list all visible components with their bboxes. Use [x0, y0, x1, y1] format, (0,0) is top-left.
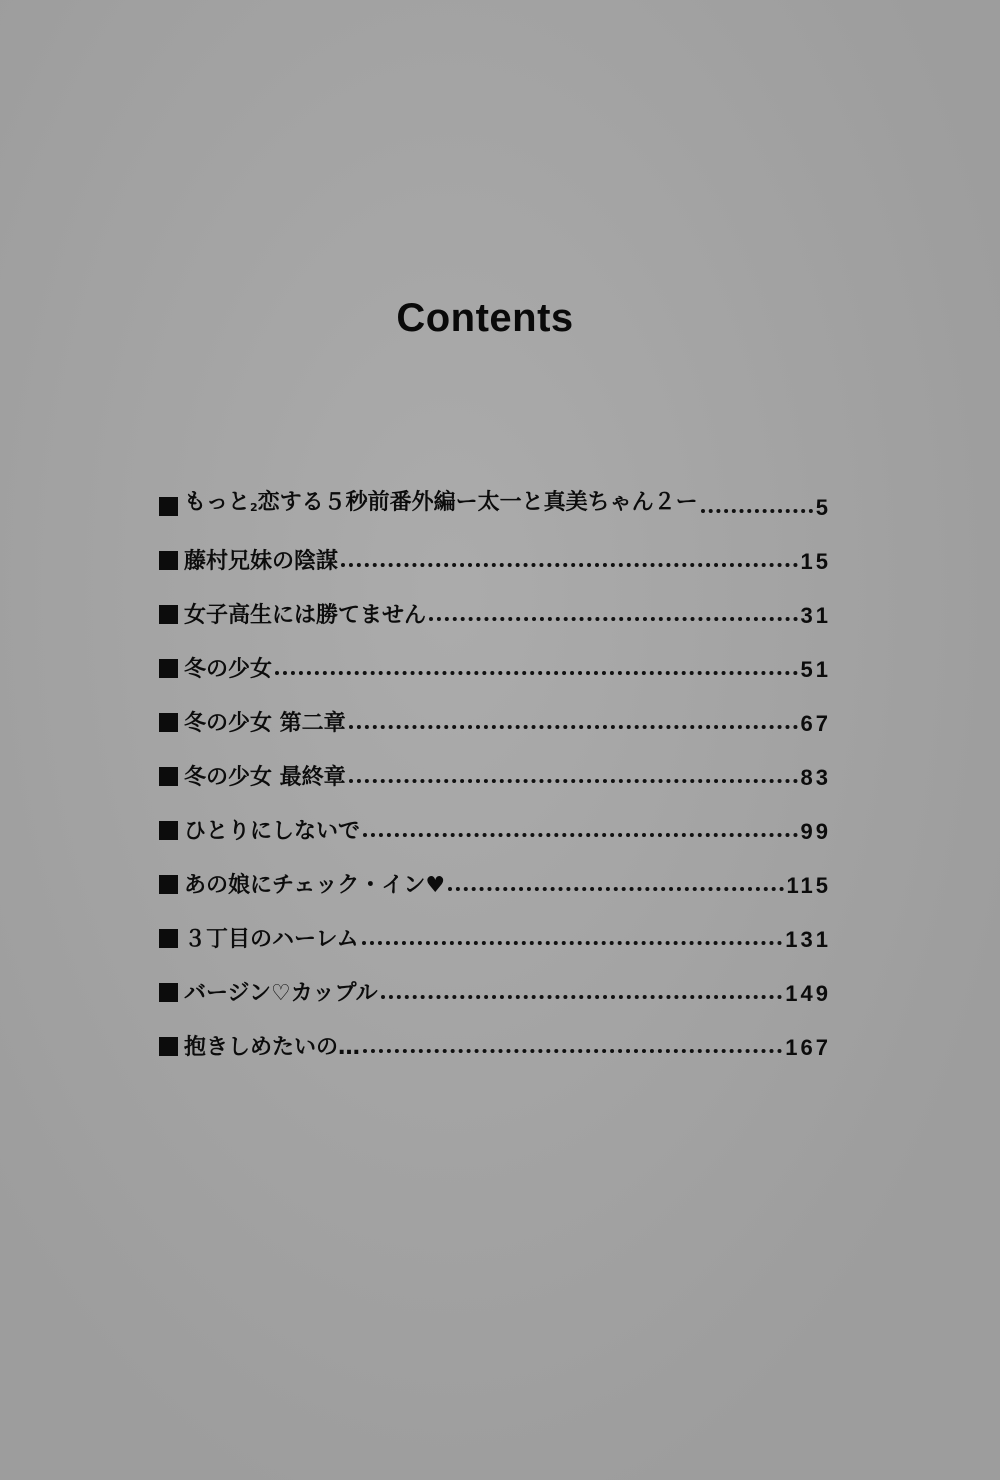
toc-entry: [159, 956, 831, 1010]
square-bullet-icon: [159, 875, 178, 894]
toc-entry-page: 83: [800, 765, 831, 790]
dot-leader: [701, 509, 813, 513]
dot-leader: [363, 1049, 782, 1053]
toc-entry-title: ひとりにしないで: [184, 819, 361, 844]
toc-entry-page: 167: [785, 1035, 831, 1060]
dot-leader: [448, 887, 783, 891]
square-bullet-icon: [159, 713, 178, 732]
toc-entry: [159, 902, 831, 956]
toc-entry-page: 67: [800, 711, 831, 736]
square-bullet-icon: [159, 983, 178, 1002]
dot-leader: [381, 995, 783, 999]
dot-leader: [275, 671, 798, 675]
toc-entry-page: 115: [786, 873, 831, 898]
toc-entry-title: もっと$_2$恋する５秒前番外編ー太一と真美ちゃん２ー: [184, 490, 698, 515]
toc-entry-page: 131: [785, 927, 831, 952]
toc-entry-title: 女子高生には勝てません: [184, 603, 427, 628]
toc-entry-page: 15: [800, 549, 831, 574]
toc-entry-title: 抱きしめたいの…: [184, 1035, 361, 1060]
dot-leader: [429, 617, 798, 621]
page-title: Contents: [396, 296, 574, 340]
toc-entry: [159, 686, 831, 740]
toc-entry-title: ３丁目のハーレム: [184, 927, 359, 952]
dot-leader: [362, 941, 783, 945]
square-bullet-icon: [159, 605, 178, 624]
square-bullet-icon: [159, 929, 178, 948]
dot-leader: [341, 563, 798, 567]
toc-entry-title: バージン♡カップル: [184, 981, 378, 1006]
toc-entry: [159, 524, 831, 578]
toc-entry-title: 冬の少女: [184, 657, 273, 682]
table-of-contents: [159, 470, 831, 1064]
toc-entry-title: あの娘にチェック・イン♥: [184, 873, 446, 898]
dot-leader: [349, 779, 798, 783]
toc-entry-page: 5: [815, 495, 831, 520]
toc-entry-title: 冬の少女 第二章: [184, 711, 346, 736]
toc-entry-page: 31: [800, 603, 831, 628]
toc-entry: [159, 848, 831, 902]
square-bullet-icon: [159, 551, 178, 570]
toc-entry-page: 99: [800, 819, 831, 844]
toc-entry-page: 51: [800, 657, 831, 682]
toc-entry: [159, 1010, 831, 1064]
toc-entry: [159, 794, 831, 848]
toc-entry: [159, 470, 831, 524]
dot-leader: [349, 725, 798, 729]
toc-entry: [159, 578, 831, 632]
square-bullet-icon: [159, 497, 178, 516]
toc-entry-title: 冬の少女 最終章: [184, 765, 346, 790]
toc-entry-title: 藤村兄妹の陰謀: [184, 549, 339, 574]
square-bullet-icon: [159, 1037, 178, 1056]
dot-leader: [363, 833, 798, 837]
toc-entry: [159, 740, 831, 794]
square-bullet-icon: [159, 767, 178, 786]
toc-entry: [159, 632, 831, 686]
square-bullet-icon: [159, 821, 178, 840]
square-bullet-icon: [159, 659, 178, 678]
toc-entry-page: 149: [785, 981, 831, 1006]
